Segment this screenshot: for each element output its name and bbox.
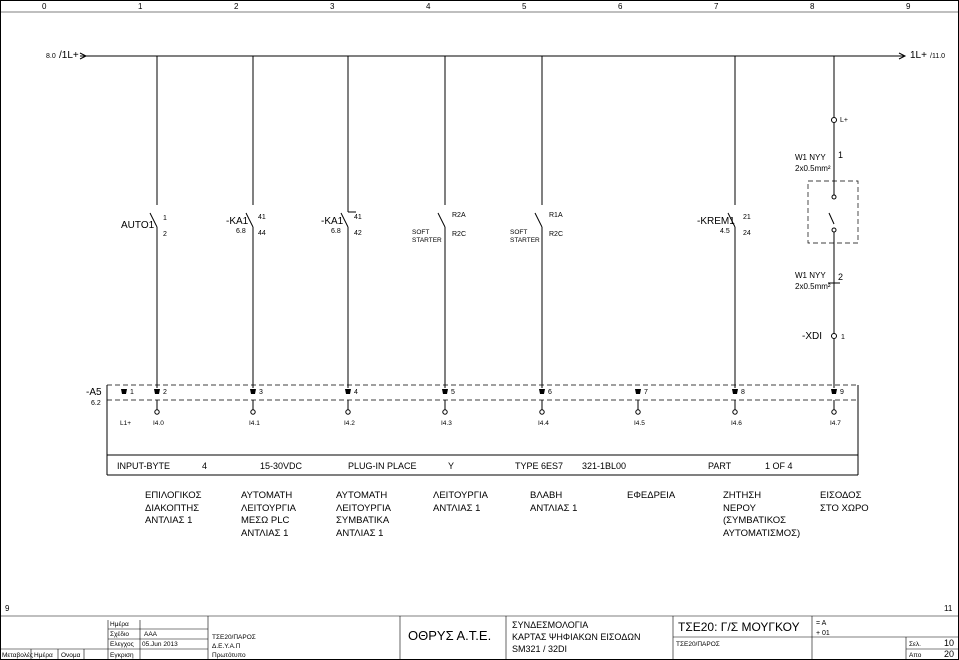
contact-ref: 4.5 bbox=[720, 228, 730, 235]
input-connector bbox=[155, 410, 159, 414]
rail-left-ref: 8.0 bbox=[46, 53, 56, 60]
desc-room-entry: ΕΙΣΟΔΟΣ ΣΤΟ ΧΩΡΟ bbox=[820, 490, 869, 514]
contact-bottom-pin: 2 bbox=[163, 231, 167, 238]
xdi-terminal bbox=[832, 334, 837, 339]
contact-auto1 bbox=[121, 56, 167, 388]
module-info-item: 15-30VDC bbox=[260, 461, 303, 471]
tb-approval: Εγκριση bbox=[110, 652, 134, 659]
contact-top-pin: 41 bbox=[258, 214, 266, 221]
input-label: I4.2 bbox=[344, 420, 355, 427]
tb-drawn: Σχέδιο bbox=[110, 631, 130, 638]
contact-krem1 bbox=[697, 56, 751, 388]
input-connector bbox=[636, 410, 640, 414]
contact-sub-2: SOFT STARTER bbox=[510, 229, 540, 244]
ruler-label: 0 bbox=[42, 2, 47, 11]
contact-tag: -KA1 bbox=[321, 216, 344, 227]
ruler-label: 5 bbox=[522, 2, 527, 11]
tb-org: Δ.Ε.Υ.Α.Π bbox=[212, 643, 241, 650]
sheet-frame bbox=[1, 1, 959, 660]
terminal-marker bbox=[635, 389, 641, 394]
field-contact-bottom bbox=[832, 228, 836, 232]
contact-blade bbox=[438, 213, 445, 227]
contact-top-pin: 1 bbox=[163, 215, 167, 222]
input-connector bbox=[251, 410, 255, 414]
input-label: I4.5 bbox=[634, 420, 645, 427]
module-terminal bbox=[538, 389, 552, 427]
terminal-marker bbox=[121, 389, 127, 394]
tb-station: ΤΣΕ20: Γ/Σ ΜΟΥΓΚΟΥ bbox=[678, 620, 800, 634]
contact-tag: AUTO1 bbox=[121, 220, 155, 231]
module-info-item: 321-1BL00 bbox=[582, 461, 627, 471]
terminal-number: 8 bbox=[741, 389, 745, 396]
tb-of-label: Απο bbox=[909, 652, 922, 659]
module-info bbox=[117, 461, 793, 471]
contact-top-pin: 21 bbox=[743, 214, 751, 221]
module-tag: -A5 bbox=[86, 387, 102, 398]
terminal-marker bbox=[831, 389, 837, 394]
cable-bottom-spec: 2x0.5mm² bbox=[795, 282, 831, 291]
terminal-marker bbox=[732, 389, 738, 394]
module-info-item: Y bbox=[448, 461, 455, 471]
cable-bottom-wire: 2 bbox=[838, 272, 844, 282]
module-ref: 6.2 bbox=[91, 400, 101, 407]
contact-ka1-42 bbox=[321, 56, 362, 388]
contact-sub-1: SOFT STARTER bbox=[412, 229, 442, 244]
input-connector bbox=[540, 410, 544, 414]
cable-top-spec: 2x0.5mm² bbox=[795, 164, 831, 173]
contact-soft-starter-r2 bbox=[412, 56, 466, 388]
contact-ref: 6.8 bbox=[236, 228, 246, 235]
contact-soft-starter-r1 bbox=[510, 56, 563, 388]
module-terminal bbox=[634, 389, 648, 427]
desc-auto-plc: ΑΥΤΟΜΑΤΗ ΛΕΙΤΟΥΡΓΙΑ ΜΕΣΩ PLC ΑΝΤΛΙΑΣ 1 bbox=[241, 490, 296, 539]
input-label: I4.4 bbox=[538, 420, 549, 427]
field-contact-top bbox=[832, 195, 836, 199]
title-block bbox=[0, 616, 959, 660]
tb-company: ΟΘΡΥΣ Α.Τ.Ε. bbox=[408, 628, 492, 643]
contact-bottom-pin: R2C bbox=[452, 231, 467, 238]
ruler-label: 9 bbox=[906, 2, 911, 11]
tb-eq-a: = A bbox=[816, 620, 827, 627]
tb-station-sub: ΤΣΕ20/ΠΑΡΟΣ bbox=[676, 641, 720, 648]
terminal-marker bbox=[539, 389, 545, 394]
tb-page: 10 bbox=[944, 638, 955, 648]
contact-ref: 6.8 bbox=[331, 228, 341, 235]
ruler-bottom-left: 9 bbox=[5, 604, 10, 613]
contact-bottom-pin: 42 bbox=[354, 230, 362, 237]
rail-right-ref: /11.0 bbox=[930, 53, 946, 60]
ruler-bottom-right: 11 bbox=[944, 604, 953, 613]
contact-bottom-pin: R2C bbox=[549, 231, 564, 238]
tb-drawn-by: AAA bbox=[144, 631, 158, 638]
xdi-pin: 1 bbox=[841, 334, 845, 341]
module-info-item: TYPE 6ES7 bbox=[515, 461, 564, 471]
module-terminal bbox=[731, 389, 745, 427]
tb-changes: Μεταβολές bbox=[2, 652, 34, 659]
cable-bottom-name: W1 NYY bbox=[795, 271, 826, 280]
module-terminal bbox=[249, 389, 263, 427]
ruler-label: 7 bbox=[714, 2, 719, 11]
cable-top-wire: 1 bbox=[838, 150, 844, 160]
tb-total: 20 bbox=[944, 649, 955, 659]
xdi-tag: -XDI bbox=[802, 331, 822, 342]
desc-spare: ΕΦΕΔΡΕΙΑ bbox=[627, 490, 676, 501]
module-info-item: INPUT-BYTE bbox=[117, 461, 171, 471]
input-connector bbox=[733, 410, 737, 414]
ruler-label: 4 bbox=[426, 2, 431, 11]
tb-page-label: Σελ. bbox=[909, 641, 921, 648]
terminal-marker bbox=[154, 389, 160, 394]
top-ruler bbox=[42, 2, 911, 11]
input-label: I4.7 bbox=[830, 420, 841, 427]
contact-tag: -KA1 bbox=[226, 216, 249, 227]
ruler-label: 1 bbox=[138, 2, 143, 11]
cable-top-name: W1 NYY bbox=[795, 153, 826, 162]
rail-left-label: /1L+ bbox=[59, 50, 79, 61]
desc-pump-fault: ΒΛΑΒΗ ΑΝΤΛΙΑΣ 1 bbox=[530, 490, 578, 514]
contact-bottom-pin: 24 bbox=[743, 230, 751, 237]
module-info-item: PLUG-IN PLACE bbox=[348, 461, 417, 471]
terminal-number: 7 bbox=[644, 389, 648, 396]
module-info-item: 4 bbox=[202, 461, 208, 471]
input-connector bbox=[346, 410, 350, 414]
input-label: I4.3 bbox=[441, 420, 452, 427]
input-label: I4.6 bbox=[731, 420, 742, 427]
terminal-number: 9 bbox=[840, 389, 844, 396]
terminal-marker bbox=[250, 389, 256, 394]
terminal-number: 3 bbox=[259, 389, 263, 396]
tb-desc-1: ΣΥΝΔΕΣΜΟΛΟΓΙΑ bbox=[512, 620, 589, 630]
input-label: I4.0 bbox=[153, 420, 164, 427]
input-label: I4.1 bbox=[249, 420, 260, 427]
contact-top-pin: R1A bbox=[549, 212, 563, 219]
ruler-label: 2 bbox=[234, 2, 239, 11]
contact-top-pin: 41 bbox=[354, 214, 362, 221]
terminal-marker bbox=[345, 389, 351, 394]
terminal-number: 5 bbox=[451, 389, 455, 396]
field-contact-box bbox=[808, 181, 858, 243]
module-terminals bbox=[120, 389, 844, 427]
ruler-label: 3 bbox=[330, 2, 335, 11]
desc-selector-switch: ΕΠΙΛΟΓΙΚΟΣ ΔΙΑΚΟΠΤΗΣ ΑΝΤΛΙΑΣ 1 bbox=[145, 490, 202, 526]
contact-top-pin: R2A bbox=[452, 212, 466, 219]
tb-desc-3: SM321 / 32DI bbox=[512, 644, 568, 654]
module-terminal bbox=[344, 389, 358, 427]
lplus-label: L+ bbox=[840, 117, 848, 124]
module-terminal bbox=[153, 389, 167, 427]
terminal-number: 6 bbox=[548, 389, 552, 396]
contact-bottom-pin: 44 bbox=[258, 230, 266, 237]
tb-desc-2: ΚΑΡΤΑΣ ΨΗΦΙΑΚΩΝ ΕΙΣΟΔΩΝ bbox=[512, 632, 641, 642]
lplus-terminal bbox=[832, 118, 837, 123]
tb-original: Πρωτότυπο bbox=[212, 652, 246, 659]
contact-blade bbox=[535, 213, 542, 227]
module-terminal bbox=[441, 389, 455, 427]
module-info-item: 1 OF 4 bbox=[765, 461, 793, 471]
contact-tag: -KREM1 bbox=[697, 216, 735, 227]
tb-day: Ημέρα bbox=[110, 621, 129, 628]
ruler-label: 6 bbox=[618, 2, 623, 11]
tb-checked-date: 05.Jun 2013 bbox=[142, 641, 178, 648]
tb-checked: Ελεγχος bbox=[110, 641, 134, 648]
tb-name-col: Ονομα bbox=[61, 652, 81, 659]
ruler-label: 8 bbox=[810, 2, 815, 11]
input-label: L1+ bbox=[120, 420, 132, 427]
tb-date-col: Ημέρα bbox=[34, 652, 53, 659]
rail-right-label: 1L+ bbox=[910, 50, 927, 61]
module-info-item: PART bbox=[708, 461, 732, 471]
tb-project-code: ΤΣΕ20/ΠΑΡΟΣ bbox=[212, 634, 256, 641]
contact-ka1-44 bbox=[226, 56, 266, 388]
input-connector bbox=[832, 410, 836, 414]
desc-auto-conventional: ΑΥΤΟΜΑΤΗ ΛΕΙΤΟΥΡΓΙΑ ΣΥΜΒΑΤΙΚΑ ΑΝΤΛΙΑΣ 1 bbox=[336, 490, 391, 539]
field-contact-blade bbox=[829, 213, 834, 224]
terminal-number: 4 bbox=[354, 389, 358, 396]
terminal-marker bbox=[442, 389, 448, 394]
module-terminal bbox=[120, 389, 134, 427]
desc-water-demand: ΖΗΤΗΣΗ ΝΕΡΟΥ (ΣΥΜΒΑΤΙΚΟΣ ΑΥΤΟΜΑΤΙΣΜΟΣ) bbox=[723, 490, 801, 539]
module-terminal bbox=[830, 389, 844, 427]
terminal-number: 2 bbox=[163, 389, 167, 396]
input-connector bbox=[443, 410, 447, 414]
tb-plus01: + 01 bbox=[816, 630, 830, 637]
terminal-number: 1 bbox=[130, 389, 134, 396]
desc-pump-running: ΛΕΙΤΟΥΡΓΙΑ ΑΝΤΛΙΑΣ 1 bbox=[433, 490, 488, 514]
